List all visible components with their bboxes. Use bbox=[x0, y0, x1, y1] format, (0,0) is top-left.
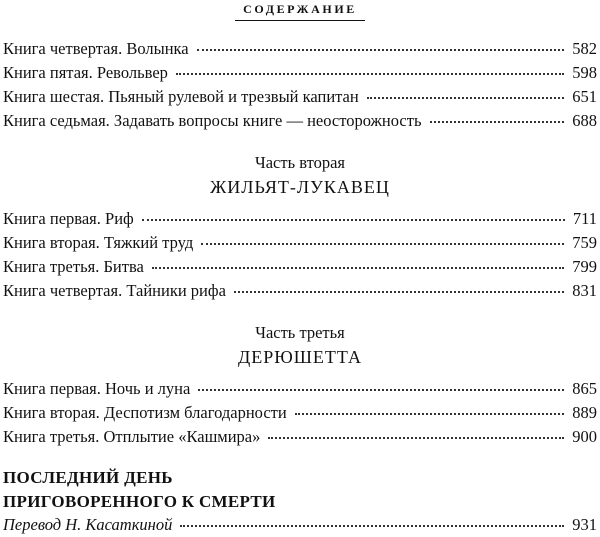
dot-leader bbox=[180, 525, 564, 527]
toc-entry bbox=[3, 85, 597, 109]
dot-leader bbox=[367, 97, 565, 99]
toc-entry bbox=[3, 513, 597, 537]
dot-leader bbox=[234, 291, 564, 293]
toc-entry-title: Книга первая. Риф bbox=[3, 209, 134, 228]
toc-entry-page: 900 bbox=[572, 427, 597, 446]
dot-leader bbox=[198, 389, 564, 391]
dot-leader bbox=[152, 267, 564, 269]
toc-entry-page: 865 bbox=[572, 379, 597, 398]
dot-leader bbox=[201, 243, 564, 245]
toc-entry bbox=[3, 207, 597, 231]
toc-entry-page: 931 bbox=[572, 515, 597, 534]
toc-entry bbox=[3, 401, 597, 425]
toc-entry-page: 598 bbox=[572, 63, 597, 82]
toc-entry-title: Книга четвертая. Тайники рифа bbox=[3, 281, 226, 300]
toc-entry-title: Книга пятая. Револьвер bbox=[3, 63, 168, 82]
part-label: Часть третья bbox=[255, 323, 345, 342]
toc-entry-page: 799 bbox=[572, 257, 597, 276]
toc-entry bbox=[3, 255, 597, 279]
dot-leader bbox=[197, 49, 565, 51]
dot-leader bbox=[142, 219, 565, 221]
toc-entry-title: Книга седьмая. Задавать вопросы книге — неосторожность bbox=[3, 111, 422, 130]
work-title-line-1: ПОСЛЕДНИЙ ДЕНЬ bbox=[3, 468, 173, 487]
part-title: ДЕРЮШЕТТА bbox=[237, 347, 363, 367]
toc-entry-page: 711 bbox=[572, 209, 597, 228]
dot-leader bbox=[295, 413, 565, 415]
toc-entry bbox=[3, 377, 597, 401]
toc-header bbox=[0, 0, 600, 22]
dot-leader bbox=[176, 73, 564, 75]
toc-entry-title: Книга вторая. Тяжкий труд bbox=[3, 233, 194, 252]
dot-leader bbox=[430, 121, 565, 123]
toc-entry-title: Книга первая. Ночь и луна bbox=[3, 379, 191, 398]
dot-leader bbox=[268, 437, 564, 439]
header-title: СОДЕРЖАНИЕ bbox=[235, 0, 365, 21]
toc-entry-title: Книга шестая. Пьяный рулевой и трезвый капитан bbox=[3, 87, 359, 106]
toc-entry-page: 831 bbox=[572, 281, 597, 300]
toc-entry-title: Книга вторая. Деспотизм благодарности bbox=[3, 403, 287, 422]
part-title: ЖИЛЬЯТ-ЛУКАВЕЦ bbox=[210, 177, 390, 197]
toc-entry-title: Книга третья. Отплытие «Кашмира» bbox=[3, 427, 261, 446]
toc-entry bbox=[3, 279, 597, 303]
toc-entry bbox=[3, 109, 597, 133]
toc-entry-page: 889 bbox=[572, 403, 597, 422]
toc-entry bbox=[3, 425, 597, 449]
toc-entry-page: 582 bbox=[572, 39, 597, 58]
work-title-line-2: ПРИГОВОРЕННОГО К СМЕРТИ bbox=[3, 492, 276, 511]
toc-entry-title: Книга четвертая. Волынка bbox=[3, 39, 189, 58]
translator-credit: Перевод Н. Касаткиной bbox=[3, 515, 173, 534]
toc-entry-page: 651 bbox=[572, 87, 597, 106]
toc-entry-page: 688 bbox=[572, 111, 597, 130]
toc-entry-title: Книга третья. Битва bbox=[3, 257, 144, 276]
toc-entry bbox=[3, 61, 597, 85]
part-label: Часть вторая bbox=[254, 153, 346, 172]
toc-entry-page: 759 bbox=[572, 233, 597, 252]
toc-entry bbox=[3, 37, 597, 61]
toc-entry bbox=[3, 231, 597, 255]
